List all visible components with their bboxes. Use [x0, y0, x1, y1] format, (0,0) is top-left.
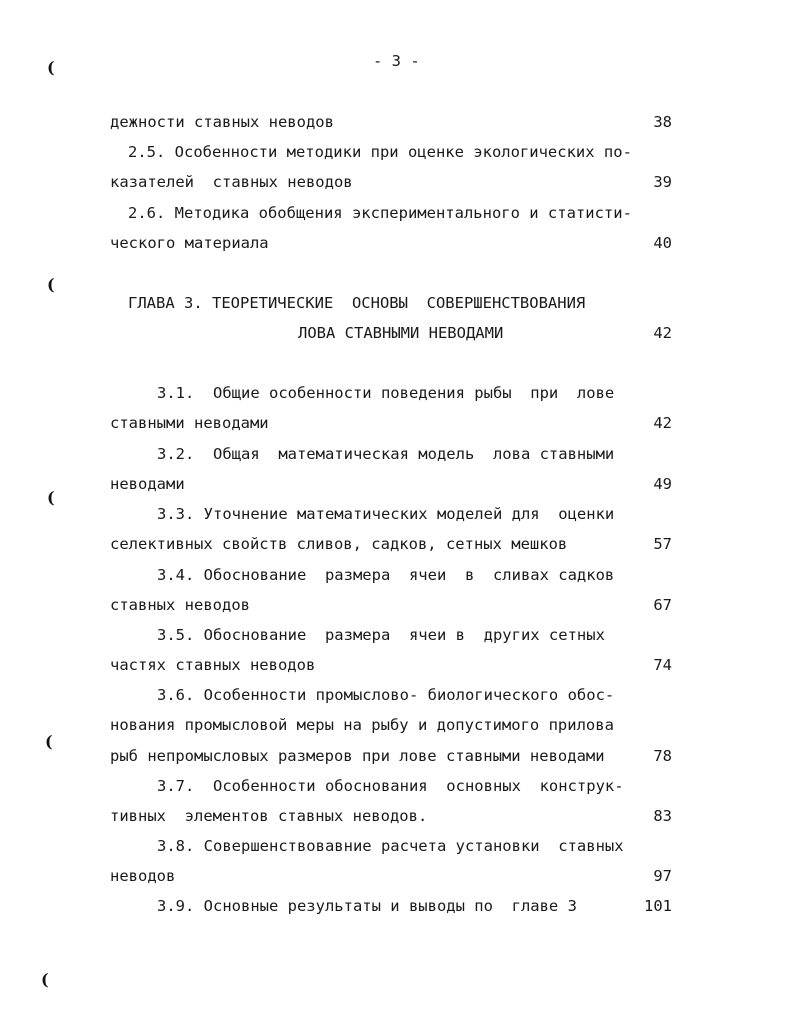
toc-page: 78 [653, 747, 672, 765]
toc-line: 3.9. Основные результаты и выводы по главе 3 [157, 897, 577, 915]
toc-line: 3.3. Уточнение математических моделей для оценки [157, 505, 615, 523]
toc-page: 101 [644, 897, 672, 915]
punch-mark-2: ( [47, 275, 55, 294]
toc-page: 97 [653, 867, 672, 885]
toc-page: 83 [653, 807, 672, 825]
chapter-heading: ЛОВА СТАВНЫМИ НЕВОДАМИ [298, 324, 504, 342]
toc-line: 3.8. Совершенствовавние расчета установки ставных [157, 837, 624, 855]
toc-page: 49 [653, 475, 672, 493]
punch-mark-1: ( [47, 58, 55, 77]
toc-line: ставными неводами [110, 414, 269, 432]
toc-line: ческого материала [110, 234, 269, 252]
page-number: - 3 - [373, 52, 420, 70]
toc-page: 67 [653, 596, 672, 614]
toc-line: нования промысловой меры на рыбу и допустимого прилова [110, 716, 614, 734]
toc-line: 3.6. Особенности промыслово- биологического обос- [157, 686, 615, 704]
punch-mark-3: ( [47, 488, 55, 507]
toc-page: 38 [653, 113, 672, 131]
toc-line: неводами [110, 475, 185, 493]
toc-line: тивных элементов ставных неводов. [110, 807, 428, 825]
toc-line: ставных неводов [110, 596, 250, 614]
toc-line: 3.5. Обоснование размера ячеи в других сетных [157, 626, 605, 644]
punch-mark-5: ( [41, 970, 49, 989]
toc-line: 2.6. Методика обобщения экспериментального и статисти- [128, 204, 632, 222]
toc-line: 3.7. Особенности обоснования основных конструк- [157, 777, 624, 795]
toc-line: 3.1. Общие особенности поведения рыбы при лове [157, 384, 615, 402]
toc-line: дежности ставных неводов [110, 113, 334, 131]
toc-line: 2.5. Особенности методики при оценке экологических по- [128, 143, 632, 161]
toc-line: рыб непромысловых размеров при лове ставными неводами [110, 747, 605, 765]
toc-page: 39 [653, 173, 672, 191]
toc-page: 42 [653, 324, 672, 342]
toc-page: 40 [653, 234, 672, 252]
toc-page: 74 [653, 656, 672, 674]
toc-line: неводов [110, 867, 176, 885]
toc-line: частях ставных неводов [110, 656, 316, 674]
punch-mark-4: ( [45, 732, 53, 751]
toc-line: селективных свойств сливов, садков, сетных мешков [110, 535, 568, 553]
chapter-heading: ГЛАВА 3. ТЕОРЕТИЧЕСКИЕ ОСНОВЫ СОВЕРШЕНСТВОВАНИЯ [128, 294, 586, 312]
toc-line: 3.2. Общая математическая модель лова ставными [157, 445, 615, 463]
toc-page: 57 [653, 535, 672, 553]
toc-page: 42 [653, 414, 672, 432]
toc-line: казателей ставных неводов [110, 173, 353, 191]
toc-line: 3.4. Обоснование размера ячеи в сливах садков [157, 566, 615, 584]
